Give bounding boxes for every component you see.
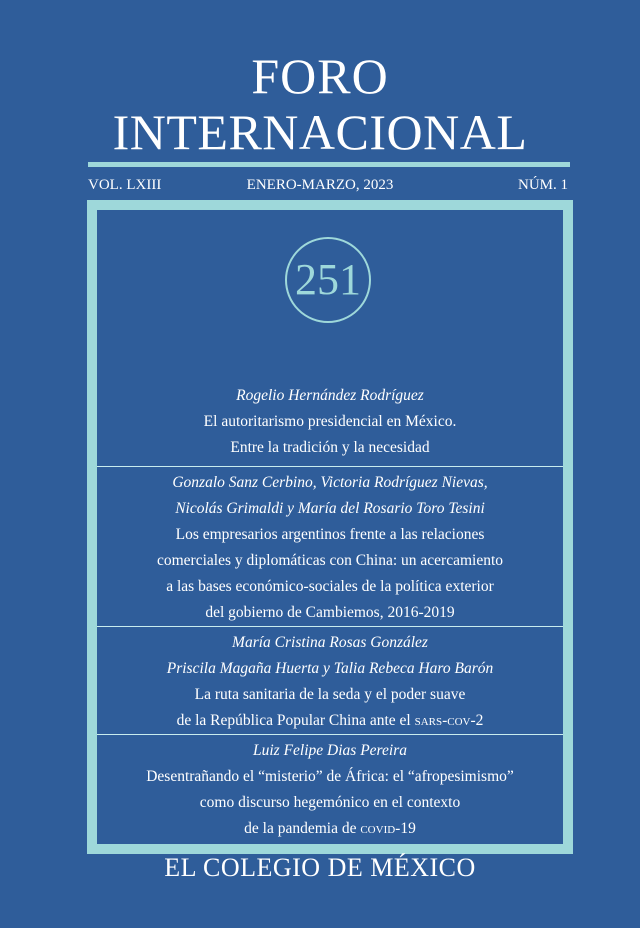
article-4-title-text: de la pandemia de (244, 820, 361, 837)
article-3-authors: Priscila Magaña Huerta y Talia Rebeca Haro Barón (166, 660, 494, 677)
article-3-title-line (97, 708, 563, 734)
article-4-authors: Luiz Felipe Dias Pereira (253, 742, 407, 759)
article-1-authors: Rogelio Hernández Rodríguez (236, 387, 424, 404)
article-divider (97, 734, 563, 735)
article-4 (97, 738, 563, 842)
title-rule (88, 162, 570, 167)
article-3 (97, 630, 563, 734)
article-2-title-line: del gobierno de Cambiemos, 2016-2019 (205, 604, 455, 621)
article-3-title-acronym: sars-cov-2 (414, 712, 484, 729)
article-4-title-acronym: covid-19 (360, 820, 416, 837)
period-label: ENERO-MARZO, 2023 (246, 177, 394, 193)
article-2-title-line: Los empresarios argentinos frente a las relaciones (175, 526, 485, 543)
article-4-title-line (97, 816, 563, 842)
journal-title-line1: FORO (251, 48, 389, 104)
article-2-authors: Gonzalo Sanz Cerbino, Victoria Rodríguez Nievas, (172, 474, 488, 491)
article-2 (97, 470, 563, 626)
number-label: NÚM. 1 (517, 177, 568, 193)
article-divider (97, 466, 563, 467)
journal-title-line2: INTERNACIONAL (112, 104, 528, 160)
issue-badge (285, 237, 371, 323)
contents-frame (87, 200, 573, 854)
issue-number: 251 (295, 255, 361, 304)
publisher-name: EL COLEGIO DE MÉXICO (164, 853, 476, 882)
article-2-title-line: a las bases económico-sociales de la política exterior (166, 578, 494, 595)
article-1-title-line: El autoritarismo presidencial en México. (203, 413, 457, 430)
article-2-authors: Nicolás Grimaldi y María del Rosario Toro Tesini (175, 500, 485, 517)
article-divider (97, 626, 563, 627)
article-1 (97, 383, 563, 461)
article-3-title-text: de la República Popular China ante el (176, 712, 415, 729)
article-3-authors: María Cristina Rosas González (232, 634, 428, 651)
article-2-title-line: comerciales y diplomáticas con China: un acercamiento (156, 552, 504, 569)
article-1-title-line: Entre la tradición y la necesidad (230, 439, 430, 456)
article-3-title-line: La ruta sanitaria de la seda y el poder suave (194, 686, 466, 703)
volume-label: VOL. LXIII (88, 177, 162, 193)
article-4-title-line: Desentrañando el “misterio” de África: el “afropesimismo” (146, 768, 514, 785)
article-4-title-line: como discurso hegemónico en el contexto (199, 794, 461, 811)
